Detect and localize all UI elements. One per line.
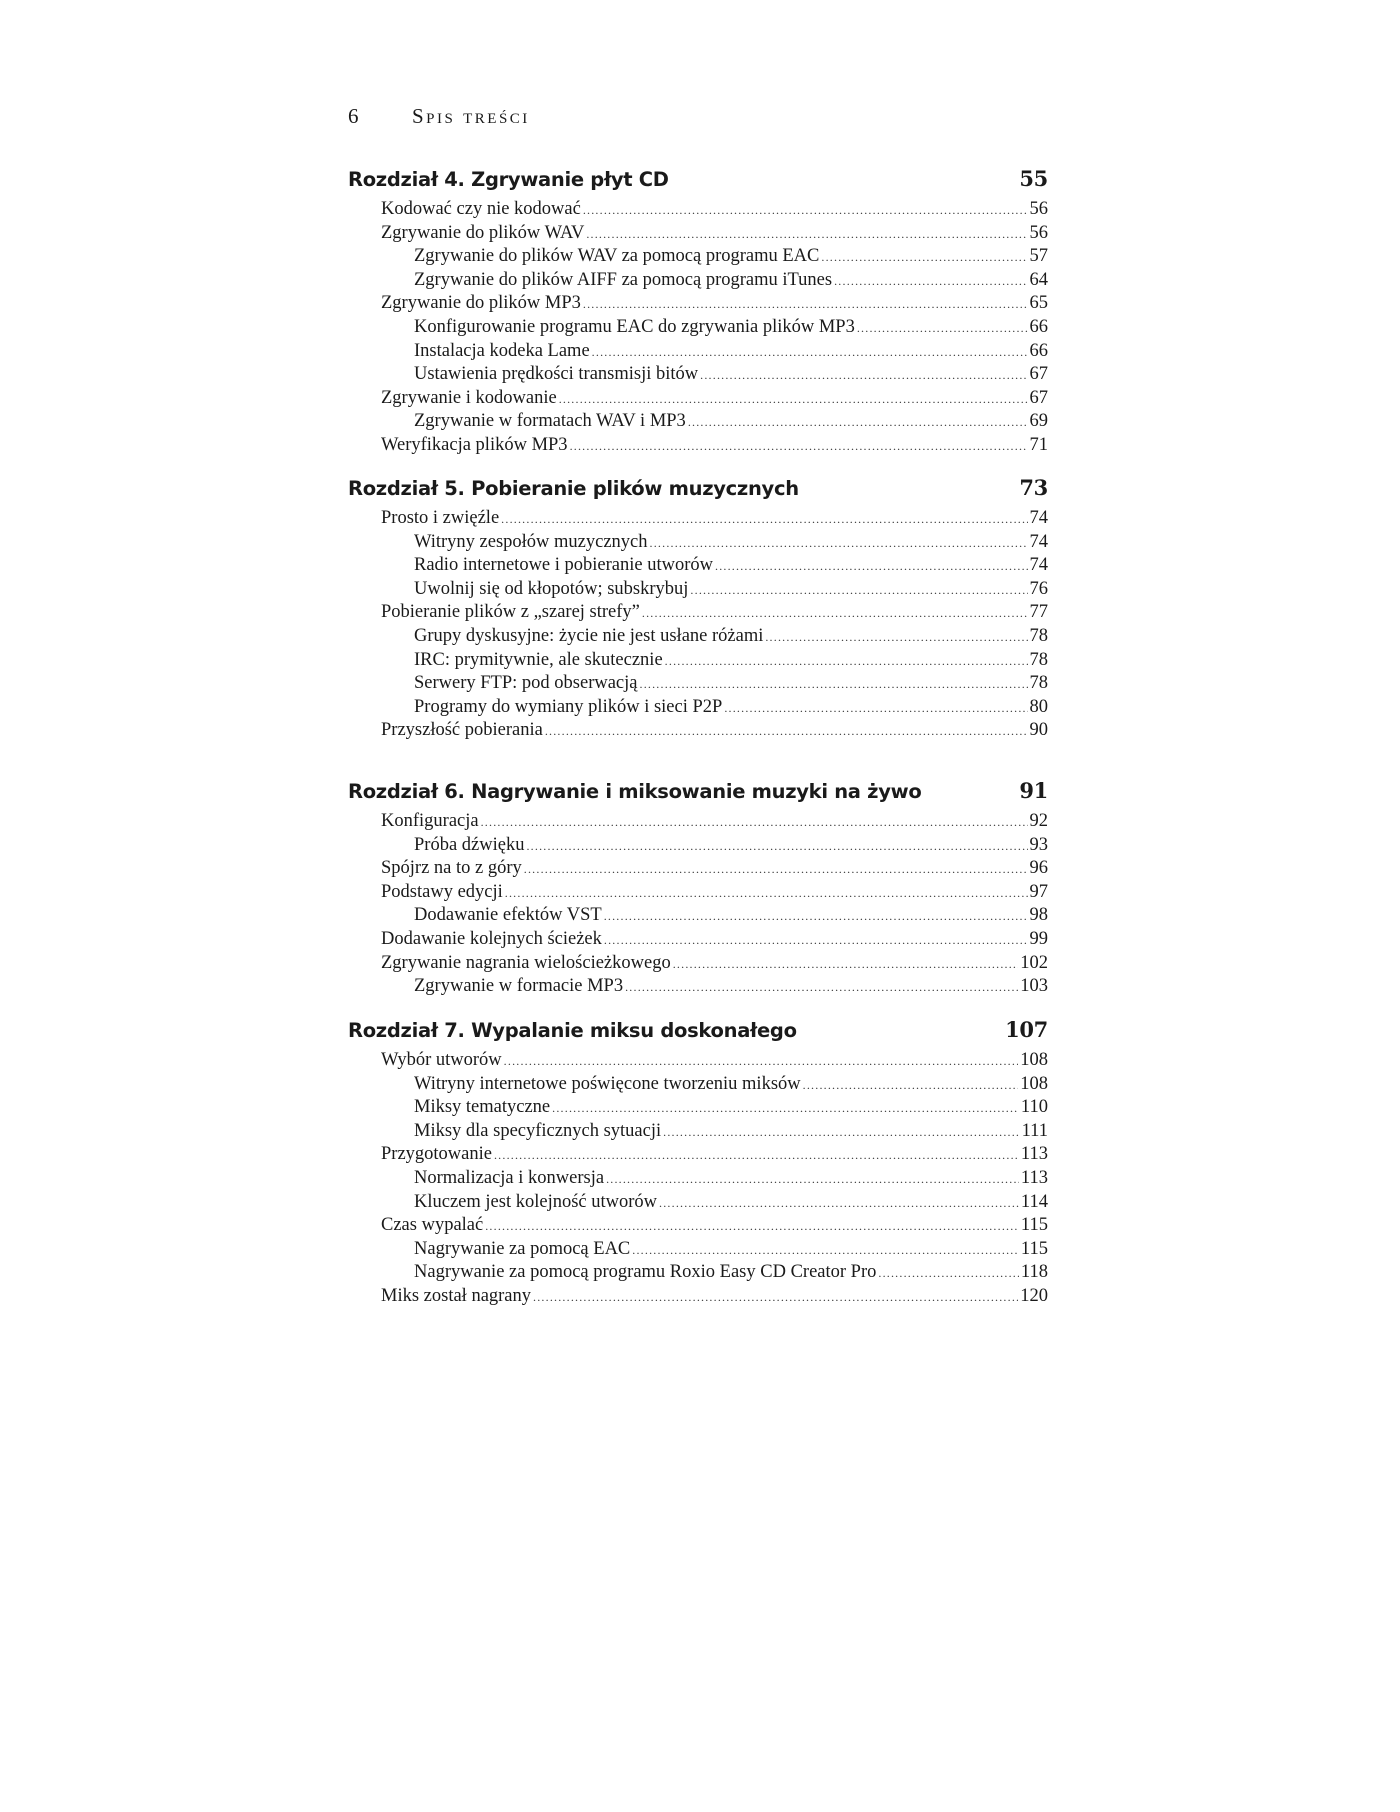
toc-entry-title: Instalacja kodeka Lame [414, 340, 590, 361]
toc-entry-list [348, 1050, 1048, 1310]
toc-entry [348, 1074, 1048, 1098]
toc-entry-title: Zgrywanie w formatach WAV i MP3 [414, 411, 686, 432]
dot-leader [559, 392, 1028, 407]
toc-entry-list [348, 508, 1048, 744]
toc-entry-page-number: 92 [1029, 811, 1048, 831]
toc-entry [348, 1168, 1048, 1192]
toc-entry-title: Zgrywanie do plików WAV [381, 222, 585, 243]
toc-entry [348, 882, 1048, 906]
dot-leader [552, 1101, 1019, 1116]
dot-leader [659, 1196, 1019, 1211]
toc-entry-page-number: 93 [1029, 834, 1048, 855]
toc-entry [348, 976, 1048, 1000]
chapter-page-number: 107 [1005, 1017, 1048, 1042]
toc-entry [348, 929, 1048, 953]
toc-entry-page-number: 80 [1029, 696, 1048, 717]
dot-leader [583, 297, 1028, 312]
toc-entry-title: Pobieranie plików z „szarej strefy” [381, 602, 640, 623]
dot-leader [642, 606, 1028, 621]
toc-entry-title: Zgrywanie do plików AIFF za pomocą programu iTunes [414, 269, 833, 290]
toc-entry-title: Miksy dla specyficznych sytuacji [414, 1120, 662, 1141]
toc-entry-title: Serwery FTP: pod obserwacją [414, 673, 638, 694]
dot-leader [524, 862, 1028, 877]
toc-entry-title: Konfigurowanie programu EAC do zgrywania plików MP3 [414, 316, 855, 337]
toc-entry [348, 246, 1048, 270]
toc-entry [348, 1286, 1048, 1310]
dot-leader [545, 724, 1028, 739]
toc-entry-title: Kluczem jest kolejność utworów [414, 1191, 658, 1212]
toc-entry [348, 508, 1048, 532]
chapter-heading [348, 778, 1048, 808]
toc-entry-title: Przyszłość pobierania [381, 720, 543, 741]
toc-entry-title: Zgrywanie do plików MP3 [381, 293, 581, 314]
toc-entry [348, 858, 1048, 882]
chapter-section [348, 778, 1048, 1000]
toc-entry-title: Miks został nagrany [381, 1285, 532, 1306]
dot-leader [632, 1243, 1019, 1258]
toc-entry-title: Prosto i zwięźle [381, 508, 500, 528]
toc-entry-page-number: 71 [1029, 434, 1048, 455]
dot-leader [765, 630, 1027, 645]
toc-entry [348, 411, 1048, 435]
toc-entry-page-number: 74 [1029, 508, 1048, 528]
chapter-title: Rozdział 7. Wypalanie miksu doskonałego [348, 1019, 797, 1042]
toc-entry-title: Konfiguracja [381, 811, 479, 831]
toc-entry [348, 811, 1048, 835]
chapter-heading [348, 475, 1048, 505]
dot-leader [592, 345, 1028, 360]
dot-leader [504, 1054, 1019, 1069]
toc-entry [348, 435, 1048, 459]
toc-entry [348, 1239, 1048, 1263]
toc-entry-page-number: 57 [1029, 246, 1048, 267]
toc-entry-page-number: 118 [1020, 1262, 1048, 1283]
toc-entry [348, 388, 1048, 412]
toc-entry-title: Witryny internetowe poświęcone tworzeniu miksów [414, 1073, 801, 1094]
toc-entry-title: Zgrywanie do plików WAV za pomocą programu EAC [414, 246, 820, 267]
dot-leader [688, 415, 1028, 430]
toc-entry-page-number: 103 [1020, 976, 1048, 997]
dot-leader [604, 909, 1028, 924]
toc-entry-page-number: 56 [1029, 222, 1048, 243]
dot-leader [700, 368, 1027, 383]
toc-entry [348, 720, 1048, 744]
toc-entry [348, 1262, 1048, 1286]
toc-entry-page-number: 115 [1020, 1238, 1048, 1259]
toc-entry-title: Weryfikacja plików MP3 [381, 434, 568, 455]
toc-entry-page-number: 74 [1029, 555, 1048, 576]
toc-entry [348, 1097, 1048, 1121]
toc-entry-title: Ustawienia prędkości transmisji bitów [414, 364, 699, 385]
toc-entry [348, 1192, 1048, 1216]
dot-leader [625, 980, 1018, 995]
dot-leader [526, 839, 1027, 854]
toc-entry-title: Dodawanie kolejnych ścieżek [381, 928, 602, 949]
toc-entry-page-number: 66 [1029, 316, 1048, 337]
dot-leader [821, 250, 1027, 265]
toc-entry-page-number: 67 [1029, 387, 1048, 408]
dot-leader [505, 886, 1028, 901]
toc-entry-title: Przygotowanie [381, 1144, 492, 1165]
toc-entry-page-number: 56 [1029, 199, 1048, 219]
toc-entry-title: Miksy tematyczne [414, 1097, 551, 1118]
dot-leader [485, 1219, 1019, 1234]
toc-entry-page-number: 67 [1029, 364, 1048, 385]
toc-entry-page-number: 69 [1029, 411, 1048, 432]
chapter-section [348, 166, 1048, 459]
toc-entry-page-number: 113 [1020, 1167, 1048, 1188]
toc-entry-title: Nagrywanie za pomocą programu Roxio Easy CD Creator Pro [414, 1262, 877, 1283]
toc-entry-list [348, 199, 1048, 459]
toc-entry [348, 835, 1048, 859]
running-head-title: Spis treści [412, 104, 530, 128]
toc-entry [348, 602, 1048, 626]
toc-entry-page-number: 102 [1020, 952, 1048, 973]
toc-entry-title: Normalizacja i konwersja [414, 1167, 605, 1188]
chapter-title: Rozdział 6. Nagrywanie i miksowanie muzyki na żywo [348, 780, 922, 803]
toc-entry [348, 341, 1048, 365]
toc-entry-page-number: 97 [1029, 881, 1048, 902]
dot-leader [501, 512, 1027, 527]
toc-entry [348, 199, 1048, 223]
toc-entry-page-number: 78 [1029, 673, 1048, 694]
toc-entry-page-number: 64 [1029, 269, 1048, 290]
chapter-section [348, 1017, 1048, 1310]
toc-entry [348, 1050, 1048, 1074]
toc-entry [348, 697, 1048, 721]
toc-entry [348, 626, 1048, 650]
dot-leader [715, 559, 1028, 574]
toc-entry-page-number: 90 [1029, 720, 1048, 741]
dot-leader [878, 1266, 1019, 1281]
toc-entry-title: Dodawanie efektów VST [414, 905, 602, 926]
dot-leader [724, 701, 1027, 716]
dot-leader [604, 933, 1028, 948]
toc-entry-page-number: 98 [1029, 905, 1048, 926]
toc-entry [348, 650, 1048, 674]
toc-entry-page-number: 113 [1020, 1144, 1048, 1165]
toc-entry-page-number: 66 [1029, 340, 1048, 361]
toc-entry-title: Zgrywanie w formacie MP3 [414, 976, 624, 997]
toc-entry [348, 953, 1048, 977]
toc-entry [348, 1144, 1048, 1168]
chapter-page-number: 55 [1019, 166, 1048, 191]
dot-leader [663, 1125, 1019, 1140]
toc-entry-title: Kodować czy nie kodować [381, 199, 581, 219]
toc-entry-page-number: 74 [1029, 531, 1048, 552]
toc-entry [348, 223, 1048, 247]
toc-entry-page-number: 111 [1021, 1120, 1048, 1141]
toc-entry [348, 364, 1048, 388]
toc-entry-title: Próba dźwięku [414, 834, 525, 855]
toc-entry-page-number: 99 [1029, 928, 1048, 949]
toc-entry-title: Podstawy edycji [381, 881, 503, 902]
dot-leader [834, 274, 1027, 289]
chapter-title: Rozdział 5. Pobieranie plików muzycznych [348, 477, 799, 500]
dot-leader [803, 1078, 1019, 1093]
toc-entry-list [348, 811, 1048, 1000]
toc-entry-title: Spójrz na to z góry [381, 858, 522, 879]
toc-entry-page-number: 120 [1020, 1285, 1048, 1306]
toc-entry [348, 293, 1048, 317]
toc-entry-page-number: 77 [1029, 602, 1048, 623]
toc-entry [348, 270, 1048, 294]
dot-leader [650, 536, 1028, 551]
dot-leader [690, 583, 1027, 598]
toc-entry-page-number: 78 [1029, 625, 1048, 646]
dot-leader [857, 321, 1028, 336]
dot-leader [533, 1290, 1018, 1305]
toc-entry-page-number: 108 [1020, 1073, 1048, 1094]
toc-entry-title: Zgrywanie nagrania wielościeżkowego [381, 952, 671, 973]
toc-entry-title: Uwolnij się od kłopotów; subskrybuj [414, 578, 689, 599]
toc-entry-page-number: 108 [1020, 1050, 1048, 1070]
toc-entry-page-number: 110 [1020, 1097, 1048, 1118]
dot-leader [583, 203, 1028, 218]
toc-entry [348, 317, 1048, 341]
running-head [348, 104, 1048, 132]
toc-entry-page-number: 65 [1029, 293, 1048, 314]
dot-leader [481, 815, 1028, 830]
toc-entry-title: Zgrywanie i kodowanie [381, 387, 557, 408]
toc-entry [348, 532, 1048, 556]
page-number: 6 [348, 104, 360, 128]
toc-entry [348, 673, 1048, 697]
toc-entry-page-number: 78 [1029, 649, 1048, 670]
toc-entry [348, 1215, 1048, 1239]
toc-entry-title: Radio internetowe i pobieranie utworów [414, 555, 713, 576]
toc-entry-title: Programy do wymiany plików i sieci P2P [414, 696, 723, 717]
toc-entry-page-number: 115 [1020, 1215, 1048, 1236]
dot-leader [570, 439, 1028, 454]
chapter-heading [348, 166, 1048, 196]
dot-leader [640, 677, 1028, 692]
toc-entry-title: Grupy dyskusyjne: życie nie jest usłane różami [414, 625, 764, 646]
toc-entry-page-number: 96 [1029, 858, 1048, 879]
toc-entry-title: Czas wypalać [381, 1215, 484, 1236]
chapter-title: Rozdział 4. Zgrywanie płyt CD [348, 168, 669, 191]
toc-entry-page-number: 76 [1029, 578, 1048, 599]
toc-entry [348, 579, 1048, 603]
dot-leader [586, 227, 1027, 242]
dot-leader [665, 654, 1028, 669]
toc-entry [348, 1121, 1048, 1145]
dot-leader [606, 1172, 1019, 1187]
chapter-heading [348, 1017, 1048, 1047]
toc-entry-title: Nagrywanie za pomocą EAC [414, 1238, 631, 1259]
dot-leader [673, 957, 1019, 972]
toc-entry-page-number: 114 [1020, 1191, 1048, 1212]
toc-entry [348, 905, 1048, 929]
chapter-page-number: 91 [1019, 778, 1048, 803]
toc-entry-title: Wybór utworów [381, 1050, 502, 1070]
chapter-page-number: 73 [1019, 475, 1048, 500]
dot-leader [494, 1148, 1019, 1163]
chapter-section [348, 475, 1048, 744]
toc-entry-title: IRC: prymitywnie, ale skutecznie [414, 649, 663, 670]
toc-entry [348, 555, 1048, 579]
toc-entry-title: Witryny zespołów muzycznych [414, 531, 648, 552]
